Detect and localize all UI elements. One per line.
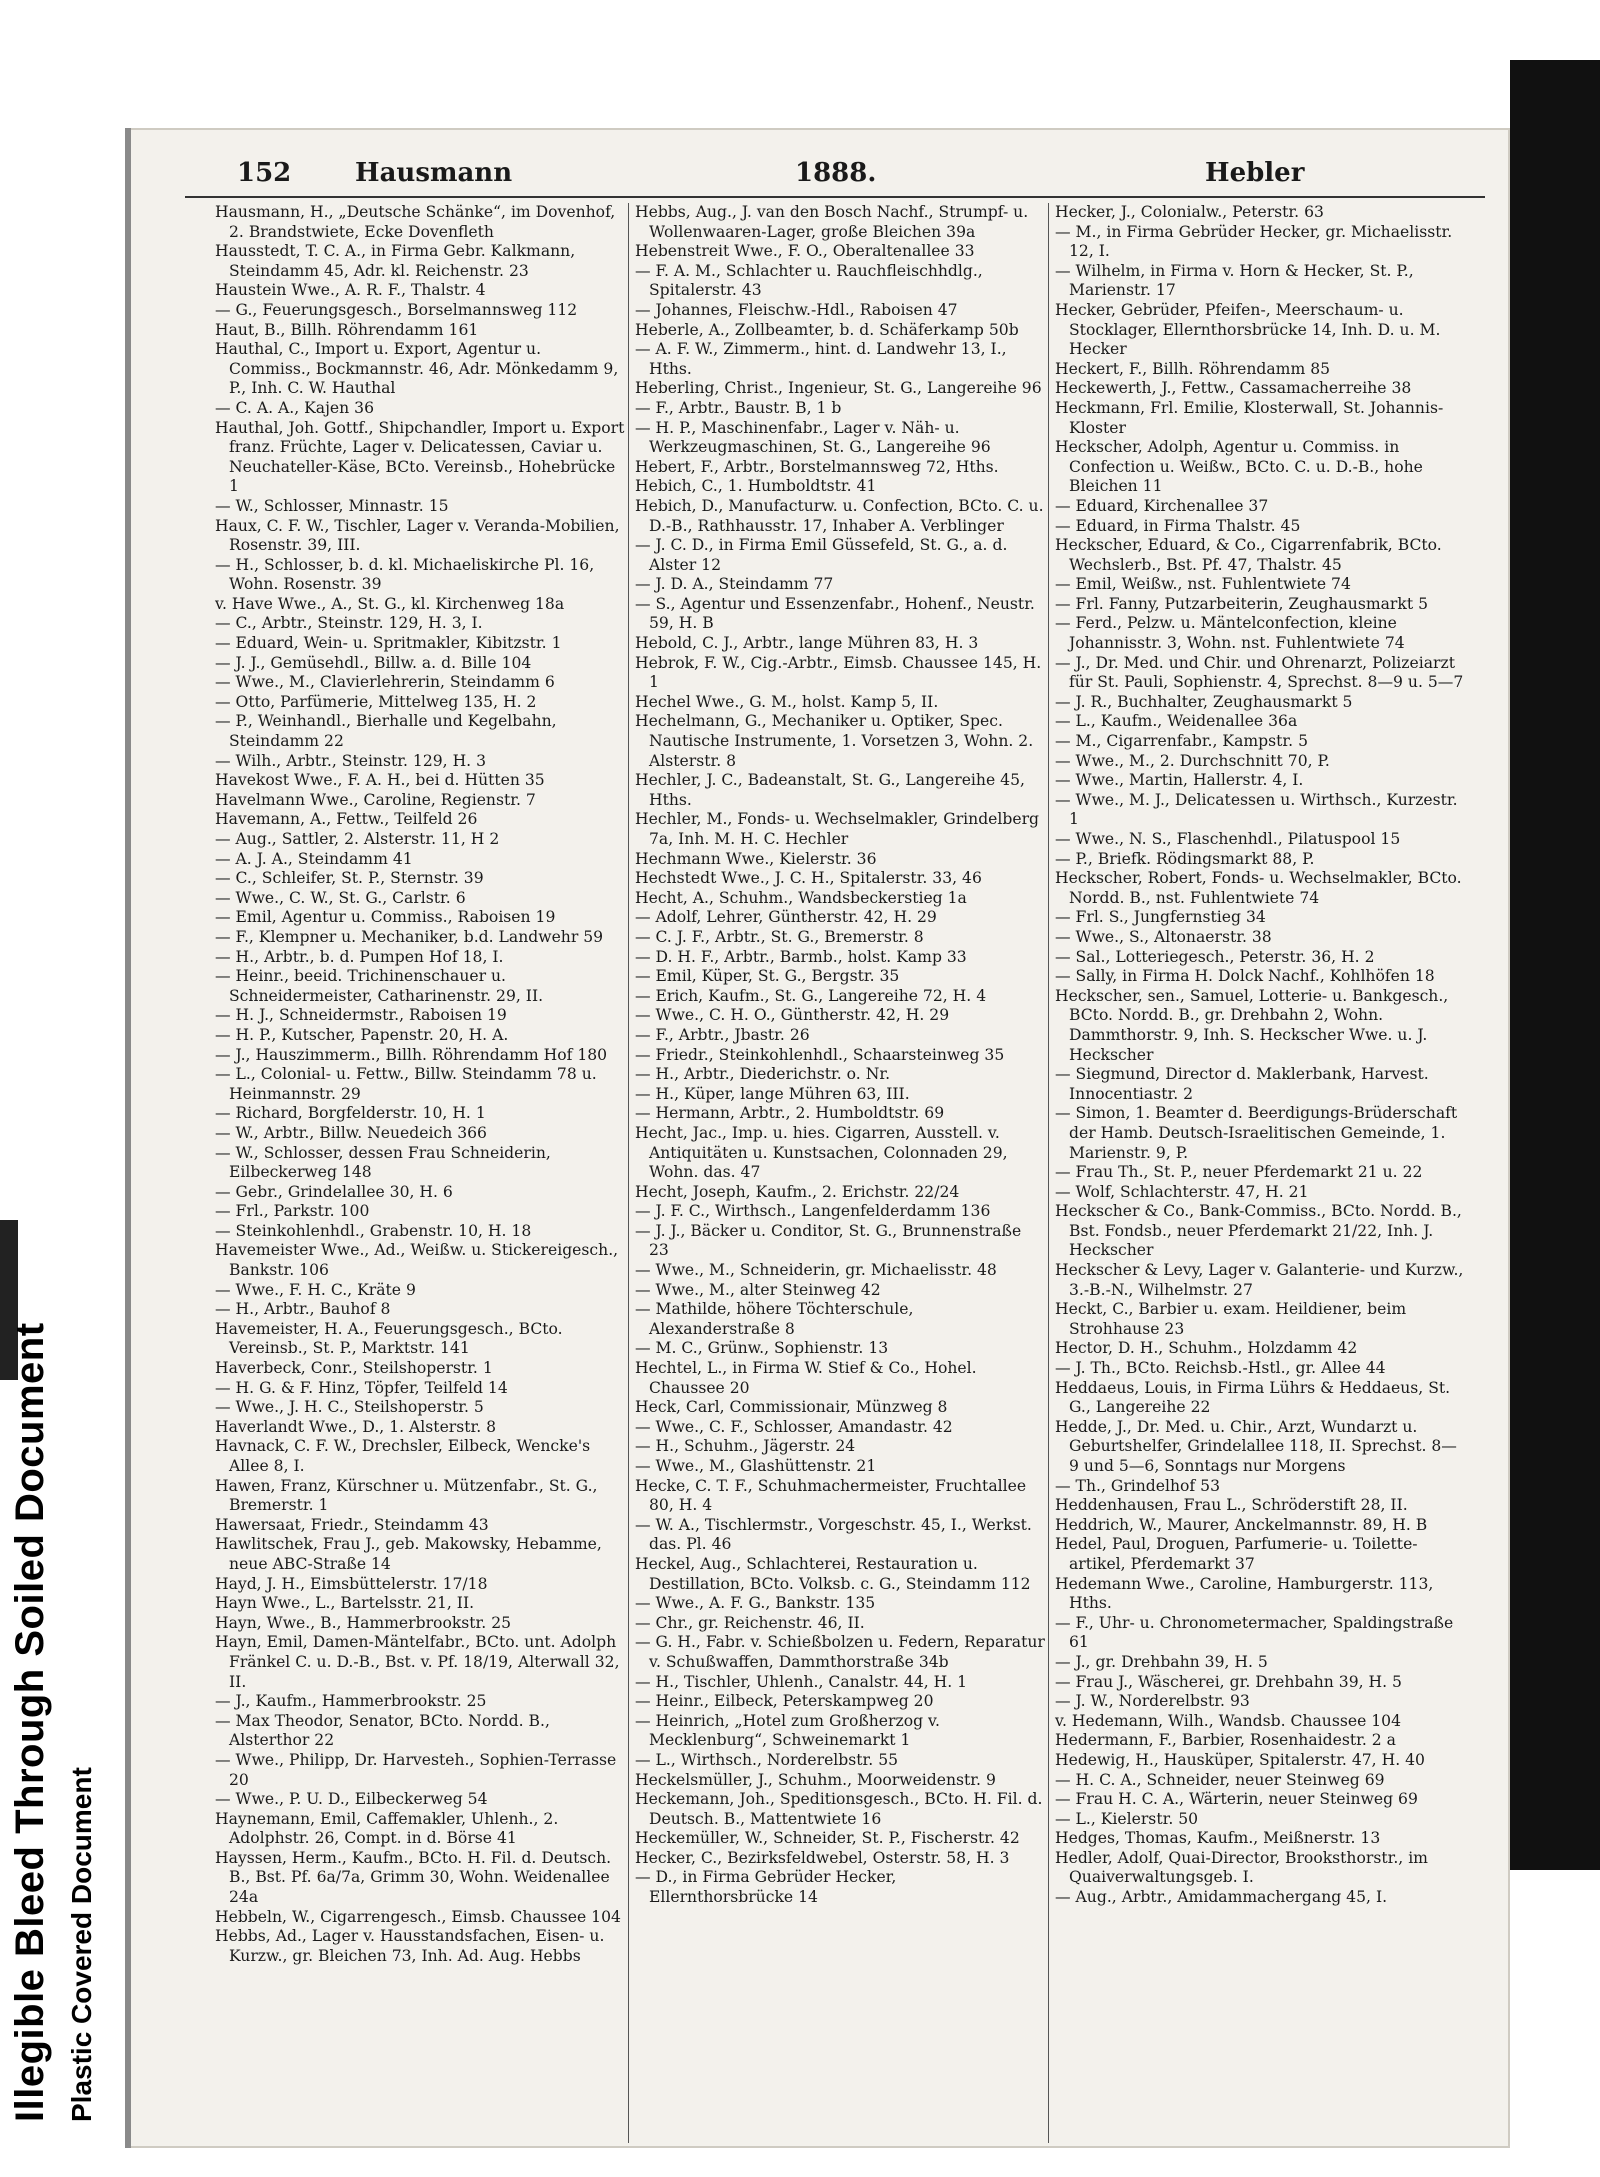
- directory-entry: — Emil, Küper, St. G., Bergstr. 35: [635, 967, 900, 986]
- directory-entry: — F., Uhr- u. Chronometermacher, Spaldingstraße 61: [1055, 1613, 1454, 1652]
- directory-entry: — Mathilde, höhere Töchterschule, Alexanderstraße 8: [635, 1300, 914, 1338]
- directory-entry: Hechmann Wwe., Kielerstr. 36: [635, 849, 877, 868]
- directory-entry: Heckewerth, J., Fettw., Cassamacherreihe 38: [1055, 379, 1412, 398]
- directory-entry: Heddenhausen, Frau L., Schröderstift 28, II.: [1055, 1496, 1408, 1515]
- directory-entry: Heckt, C., Barbier u. exam. Heildiener, beim Strohhause 23: [1055, 1300, 1407, 1338]
- directory-entry: Hechler, M., Fonds- u. Wechselmakler, Grindelberg 7a, Inh. M. H. C. Hechler: [635, 810, 1040, 848]
- directory-entry: — H. P., Maschinenfabr., Lager v. Näh- u. Werkzeugmaschinen, St. G., Langereihe 96: [635, 418, 991, 457]
- column-1: [215, 203, 625, 1966]
- running-head-right: Hebler: [1205, 158, 1305, 188]
- directory-entry: Heckemüller, W., Schneider, St. P., Fischerstr. 42: [635, 1829, 1020, 1848]
- column-3: [1055, 203, 1465, 1908]
- directory-entry: — M. C., Grünw., Sophienstr. 13: [635, 1339, 889, 1358]
- directory-entry: — J. D. A., Steindamm 77: [635, 575, 834, 594]
- directory-entry: — L., Colonial- u. Fettw., Billw. Steindamm 78 u. Heinmannstr. 29: [215, 1065, 597, 1103]
- directory-entry: Heckmann, Frl. Emilie, Klosterwall, St. Johannis-Kloster: [1055, 398, 1444, 437]
- directory-entry: — F., Arbtr., Baustr. B, 1 b: [635, 398, 842, 417]
- directory-entry: Hechstedt Wwe., J. C. H., Spitalerstr. 33, 46: [635, 869, 982, 888]
- directory-entry: — H. P., Kutscher, Papenstr. 20, H. A.: [215, 1025, 509, 1044]
- directory-page: [125, 128, 1510, 2148]
- directory-entry: Hawersaat, Friedr., Steindamm 43: [215, 1515, 489, 1534]
- directory-entry: — J. C. D., in Firma Emil Güssefeld, St. G., a. d. Alster 12: [635, 536, 1008, 574]
- directory-entry: — Eduard, Kirchenallee 37: [1055, 496, 1269, 515]
- directory-entry: Hawlitschek, Frau J., geb. Makowsky, Hebamme, neue ABC-Straße 14: [215, 1535, 602, 1573]
- directory-entry: Hawen, Franz, Kürschner u. Mützenfabr., St. G., Bremerstr. 1: [215, 1476, 598, 1515]
- directory-entry: Havekost Wwe., F. A. H., bei d. Hütten 35: [215, 771, 545, 790]
- directory-entry: Hayssen, Herm., Kaufm., BCto. H. Fil. d. Deutsch. B., Bst. Pf. 6a/7a, Grimm 30, Wohn. Weidenallee 24a: [215, 1848, 612, 1907]
- directory-entry: — F., Klempner u. Mechaniker, b.d. Landwehr 59: [215, 927, 604, 946]
- directory-entry: Heckemann, Joh., Speditionsgesch., BCto. H. Fil. d. Deutsch. B., Mattentwiete 16: [635, 1790, 1043, 1828]
- directory-entry: Hector, D. H., Schuhm., Holzdamm 42: [1055, 1339, 1358, 1358]
- directory-entry: Hayn, Emil, Damen-Mäntelfabr., BCto. unt. Adolph Fränkel C. u. D.-B., Bst. v. Pf. 18/19, Alterwall 32, II.: [215, 1633, 620, 1691]
- page-edge: [125, 128, 131, 2148]
- directory-entry: — Steinkohlenhdl., Grabenstr. 10, H. 18: [215, 1221, 532, 1240]
- stamp-line-2: Plastic Covered Document: [66, 1767, 97, 2122]
- directory-entry: — Erich, Kaufm., St. G., Langereihe 72, H. 4: [635, 986, 987, 1005]
- directory-entry: — Wwe., M., Schneiderin, gr. Michaelisstr. 48: [635, 1261, 997, 1280]
- directory-entry: — C., Schleifer, St. P., Sternstr. 39: [215, 869, 484, 888]
- directory-entry: — Frau J., Wäscherei, gr. Drehbahn 39, H. 5: [1055, 1672, 1402, 1691]
- column-rule: [1048, 203, 1049, 2143]
- directory-entry: — Wwe., C. H. O., Güntherstr. 42, H. 29: [635, 1006, 950, 1025]
- directory-entry: — G., Feuerungsgesch., Borselmannsweg 112: [215, 300, 578, 319]
- directory-entry: — A. F. W., Zimmerm., hint. d. Landwehr 13, I., Hths.: [635, 340, 1007, 378]
- directory-entry: Heddrich, W., Maurer, Anckelmannstr. 89, H. B: [1055, 1515, 1428, 1534]
- directory-entry: — Wwe., Philipp, Dr. Harvesteh., Sophien-Terrasse 20: [215, 1750, 617, 1789]
- directory-entry: Haustein Wwe., A. R. F., Thalstr. 4: [215, 281, 486, 300]
- directory-entry: Haverlandt Wwe., D., 1. Alsterstr. 8: [215, 1417, 497, 1436]
- directory-entry: Havnack, C. F. W., Drechsler, Eilbeck, Wencke's Allee 8, I.: [215, 1437, 591, 1475]
- directory-entry: — J. J., Gemüsehdl., Billw. a. d. Bille 104: [215, 653, 532, 672]
- directory-entry: — Wilh., Arbtr., Steinstr. 129, H. 3: [215, 751, 487, 770]
- directory-entry: Hauthal, C., Import u. Export, Agentur u. Commiss., Bockmannstr. 46, Adr. Mönkedamm 9, P., Inh. C. W. Hauthal: [215, 340, 619, 398]
- page-year: 1888.: [795, 158, 877, 188]
- directory-entry: — W., Schlosser, Minnastr. 15: [215, 496, 449, 515]
- directory-entry: Hausstedt, T. C. A., in Firma Gebr. Kalkmann, Steindamm 45, Adr. kl. Reichenstr. 23: [215, 242, 576, 280]
- directory-entry: — H. G. & F. Hinz, Töpfer, Teilfeld 14: [215, 1378, 508, 1397]
- directory-entry: — H., Arbtr., Diederichstr. o. Nr.: [635, 1065, 891, 1084]
- directory-entry: — H. J., Schneidermstr., Raboisen 19: [215, 1006, 507, 1025]
- directory-entry: Heckscher, sen., Samuel, Lotterie- u. Bankgesch., BCto. Nordd. B., gr. Drehbahn 2, Wohn. Dammthorstr. 9, Inh. S. Heckscher Wwe. u. J. Heckscher: [1055, 986, 1449, 1064]
- directory-entry: — W., Arbtr., Billw. Neuedeich 366: [215, 1123, 487, 1142]
- directory-entry: — J. J., Bäcker u. Conditor, St. G., Brunnenstraße 23: [635, 1221, 1022, 1260]
- directory-entry: — Wwe., M., Glashüttenstr. 21: [635, 1457, 877, 1475]
- directory-entry: — Heinr., Eilbeck, Peterskampweg 20: [635, 1692, 934, 1711]
- directory-entry: Hauthal, Joh. Gottf., Shipchandler, Import u. Export franz. Früchte, Lager v. Delicatessen, Caviar u. Neuchateller-Käse, BCto. Vereinsb., Hohebrücke 1: [215, 418, 625, 496]
- directory-entry: — Chr., gr. Reichenstr. 46, II.: [635, 1613, 865, 1632]
- directory-entry: Hecht, Joseph, Kaufm., 2. Erichstr. 22/24: [635, 1182, 960, 1201]
- directory-entry: — Otto, Parfümerie, Mittelweg 135, H. 2: [215, 692, 537, 711]
- directory-entry: — Emil, Weißw., nst. Fuhlentwiete 74: [1055, 575, 1351, 594]
- directory-entry: — D. H. F., Arbtr., Barmb., holst. Kamp 33: [635, 947, 967, 966]
- directory-entry: Heberling, Christ., Ingenieur, St. G., Langereihe 96: [635, 379, 1042, 398]
- directory-entry: — Frau H. C. A., Wärterin, neuer Steinweg 69: [1055, 1790, 1418, 1809]
- directory-entry: — Wwe., Martin, Hallerstr. 4, I.: [1055, 771, 1304, 790]
- directory-entry: — F., Arbtr., Jbastr. 26: [635, 1025, 810, 1044]
- directory-entry: Hebenstreit Wwe., F. O., Oberaltenallee 33: [635, 242, 975, 261]
- directory-entry: Hedde, J., Dr. Med. u. Chir., Arzt, Wundarzt u. Geburtshelfer, Grindelallee 118, II. Sprechst. 8—9 und 5—6, Sonntags nur Morgens: [1055, 1417, 1457, 1475]
- directory-entry: — Wwe., A. F. G., Bankstr. 135: [635, 1594, 876, 1613]
- directory-entry: Hecker, Gebrüder, Pfeifen-, Meerschaum- u. Stocklager, Ellernthorsbrücke 14, Inh. D. u. M. Hecker: [1055, 300, 1441, 359]
- directory-entry: Hebbeln, W., Cigarrengesch., Eimsb. Chaussee 104: [215, 1907, 621, 1926]
- directory-entry: Heckel, Aug., Schlachterei, Restauration u. Destillation, BCto. Volksb. c. G., Steindamm 112: [635, 1554, 1031, 1593]
- directory-entry: Haynemann, Emil, Caffemakler, Uhlenh., 2. Adolphstr. 26, Compt. in d. Börse 41: [215, 1809, 559, 1848]
- directory-entry: — Ferd., Pelzw. u. Mäntelconfection, kleine Johannisstr. 3, Wohn. nst. Fuhlentwiete 74: [1055, 614, 1405, 653]
- directory-entry: — Frl. Fanny, Putzarbeiterin, Zeughausmarkt 5: [1055, 594, 1428, 613]
- directory-entry: Hebrok, F. W., Cig.-Arbtr., Eimsb. Chaussee 145, H. 1: [635, 653, 1042, 692]
- directory-entry: Hedewig, H., Hausküper, Spitalerstr. 47, H. 40: [1055, 1750, 1425, 1769]
- directory-entry: Hechtel, L., in Firma W. Stief & Co., Hohel. Chaussee 20: [635, 1359, 977, 1397]
- directory-entry: Heckscher, Robert, Fonds- u. Wechselmakler, BCto. Nordd. B., nst. Fuhlentwiete 74: [1055, 869, 1462, 907]
- directory-entry: — Wolf, Schlachterstr. 47, H. 21: [1055, 1182, 1309, 1201]
- directory-entry: Heddaeus, Louis, in Firma Lührs & Heddaeus, St. G., Langereihe 22: [1055, 1378, 1451, 1417]
- directory-entry: Hebich, D., Manufacturw. u. Confection, BCto. C. u. D.-B., Rathhausstr. 17, Inhaber A. Verblinger: [635, 496, 1044, 535]
- directory-entry: — J. F. C., Wirthsch., Langenfelderdamm 136: [635, 1202, 991, 1221]
- directory-entry: Hedel, Paul, Droguen, Parfumerie- u. Toilette-artikel, Pferdemarkt 37: [1055, 1535, 1418, 1573]
- directory-entry: Hebbs, Aug., J. van den Bosch Nachf., Strumpf- u. Wollenwaaren-Lager, große Bleichen 39a: [635, 203, 1029, 241]
- directory-entry: Hayn Wwe., L., Bartelsstr. 21, II.: [215, 1594, 475, 1613]
- directory-entry: — Wwe., M., Clavierlehrerin, Steindamm 6: [215, 673, 555, 692]
- directory-entry: — D., in Firma Gebrüder Hecker, Ellernthorsbrücke 14: [635, 1868, 897, 1907]
- directory-entry: Heckert, F., Billh. Röhrendamm 85: [1055, 359, 1331, 378]
- directory-entry: — Sal., Lotteriegesch., Peterstr. 36, H. 2: [1055, 947, 1375, 966]
- directory-entry: Hedermann, F., Barbier, Rosenhaidestr. 2 a: [1055, 1731, 1396, 1750]
- running-head-left: Hausmann: [355, 158, 513, 188]
- directory-entry: — G. H., Fabr. v. Schießbolzen u. Federn, Reparatur v. Schußwaffen, Dammthorstraße 34b: [635, 1633, 1045, 1671]
- margin-strip: [1500, 0, 1600, 60]
- directory-entry: — Th., Grindelhof 53: [1055, 1476, 1221, 1495]
- directory-entry: — H., Schlosser, b. d. kl. Michaeliskirche Pl. 16, Wohn. Rosenstr. 39: [215, 555, 595, 594]
- directory-entry: — H., Schuhm., Jägerstr. 24: [635, 1437, 856, 1456]
- directory-entry: — Frau Th., St. P., neuer Pferdemarkt 21 u. 22: [1055, 1163, 1423, 1182]
- directory-entry: v. Have Wwe., A., St. G., kl. Kirchenweg 18a: [215, 594, 565, 613]
- directory-entry: — Heinrich, „Hotel zum Großherzog v. Mecklenburg“, Schweinemarkt 1: [635, 1711, 940, 1750]
- directory-entry: — M., Cigarrenfabr., Kampstr. 5: [1055, 732, 1308, 751]
- directory-entry: — Wwe., C. F., Schlosser, Amandastr. 42: [635, 1417, 953, 1436]
- directory-entry: Hebold, C. J., Arbtr., lange Mühren 83, H. 3: [635, 634, 979, 653]
- directory-entry: — Eduard, in Firma Thalstr. 45: [1055, 516, 1301, 535]
- directory-entry: — Simon, 1. Beamter d. Beerdigungs-Brüderschaft der Hamb. Deutsch-Israelitischen Gemeinde, 1. Marienstr. 9, P.: [1055, 1104, 1458, 1162]
- directory-entry: Hebich, C., 1. Humboldtstr. 41: [635, 477, 877, 496]
- stamp-line-1: Illegible Bleed Through Soiled Document: [8, 1322, 52, 2122]
- page-header: [125, 158, 1510, 198]
- directory-entry: Heckelsmüller, J., Schuhm., Moorweidenstr. 9: [635, 1770, 996, 1789]
- directory-entry: Hedemann Wwe., Caroline, Hamburgerstr. 113, Hths.: [1055, 1574, 1434, 1613]
- directory-entry: — L., Kaufm., Weidenallee 36a: [1055, 712, 1298, 731]
- directory-entry: — Wwe., J. H. C., Steilshoperstr. 5: [215, 1398, 484, 1417]
- directory-entry: — Wwe., M. J., Delicatessen u. Wirthsch., Kurzestr. 1: [1055, 790, 1458, 829]
- directory-entry: — Wwe., M., alter Steinweg 42: [635, 1280, 881, 1299]
- directory-entry: — Wwe., P. U. D., Eilbeckerweg 54: [215, 1790, 488, 1809]
- directory-entry: Hecht, A., Schuhm., Wandsbeckerstieg 1a: [635, 888, 967, 907]
- directory-entry: — Max Theodor, Senator, BCto. Nordd. B., Alsterthor 22: [215, 1711, 550, 1750]
- directory-entry: Hedges, Thomas, Kaufm., Meißnerstr. 13: [1055, 1829, 1381, 1848]
- directory-entry: — S., Agentur und Essenzenfabr., Hohenf., Neustr. 59, H. B: [635, 594, 1035, 633]
- directory-entry: Hechler, J. C., Badeanstalt, St. G., Langereihe 45, Hths.: [635, 771, 1025, 809]
- directory-entry: Hayd, J. H., Eimsbüttelerstr. 17/18: [215, 1574, 488, 1593]
- directory-entry: — Frl. S., Jungfernstieg 34: [1055, 908, 1266, 927]
- directory-entry: Hecke, C. T. F., Schuhmachermeister, Fruchtallee 80, H. 4: [635, 1476, 1027, 1515]
- directory-entry: Haut, B., Billh. Röhrendamm 161: [215, 320, 479, 339]
- directory-entry: — J., Hauszimmerm., Billh. Röhrendamm Hof 180: [215, 1045, 608, 1064]
- directory-entry: Hechelmann, G., Mechaniker u. Optiker, Spec. Nautische Instrumente, 1. Vorsetzen 3, Wohn. 2. Alsterstr. 8: [635, 712, 1034, 770]
- directory-entry: Heberle, A., Zollbeamter, b. d. Schäferkamp 50b: [635, 320, 1019, 339]
- directory-entry: — H. C. A., Schneider, neuer Steinweg 69: [1055, 1770, 1385, 1789]
- directory-entry: — Wwe., S., Altonaerstr. 38: [1055, 927, 1272, 946]
- directory-entry: Heckscher & Levy, Lager v. Galanterie- und Kurzw., 3.-B.-N., Wilhelmstr. 27: [1055, 1261, 1464, 1299]
- directory-entry: — H., Tischler, Uhlenh., Canalstr. 44, H. 1: [635, 1672, 968, 1691]
- directory-entry: — J. Th., BCto. Reichsb.-Hstl., gr. Allee 44: [1055, 1359, 1386, 1378]
- directory-entry: — Wwe., C. W., St. G., Carlstr. 6: [215, 888, 466, 907]
- directory-entry: — L., Wirthsch., Norderelbstr. 55: [635, 1750, 899, 1769]
- directory-entry: — Emil, Agentur u. Commiss., Raboisen 19: [215, 908, 556, 927]
- directory-entry: Hedler, Adolf, Quai-Director, Brooksthorstr., im Quaiverwaltungsgeb. I.: [1055, 1848, 1428, 1887]
- directory-entry: — Frl., Parkstr. 100: [215, 1202, 370, 1221]
- column-rule: [628, 203, 629, 2143]
- directory-entry: Hecht, Jac., Imp. u. hies. Cigarren, Ausstell. v. Antiquitäten u. Kunstsachen, Colonnaden 29, Wohn. das. 47: [635, 1123, 1008, 1182]
- directory-entry: — W. A., Tischlermstr., Vorgeschstr. 45, I., Werkst. das. Pl. 46: [635, 1515, 1032, 1554]
- directory-entry: — Wwe., F. H. C., Kräte 9: [215, 1280, 416, 1299]
- directory-entry: Heckscher, Adolph, Agentur u. Commiss. in Confection u. Weißw., BCto. C. u. D.-B., hohe Bleichen 11: [1055, 438, 1423, 496]
- directory-entry: Heck, Carl, Commissionair, Münzweg 8: [635, 1398, 948, 1417]
- directory-entry: — J. W., Norderelbstr. 93: [1055, 1692, 1250, 1711]
- directory-entry: — F. A. M., Schlachter u. Rauchfleischhdlg., Spitalerstr. 43: [635, 261, 983, 300]
- directory-entry: — Johannes, Fleischw.-Hdl., Raboisen 47: [635, 300, 958, 319]
- directory-entry: — C., Arbtr., Steinstr. 129, H. 3, I.: [215, 614, 483, 633]
- directory-entry: — W., Schlosser, dessen Frau Schneiderin, Eilbeckerweg 148: [215, 1143, 551, 1182]
- directory-entry: Haverbeck, Conr., Steilshoperstr. 1: [215, 1359, 493, 1378]
- directory-entry: — H., Arbtr., b. d. Pumpen Hof 18, I.: [215, 947, 504, 966]
- directory-entry: Hecker, C., Bezirksfeldwebel, Osterstr. 58, H. 3: [635, 1848, 1010, 1867]
- directory-entry: Havemann, A., Fettw., Teilfeld 26: [215, 810, 478, 829]
- directory-entry: v. Hedemann, Wilh., Wandsb. Chaussee 104: [1055, 1711, 1402, 1730]
- directory-entry: Hebert, F., Arbtr., Borstelmannsweg 72, Hths.: [635, 457, 999, 476]
- directory-entry: — J., Dr. Med. und Chir. und Ohrenarzt, Polizeiarzt für St. Pauli, Sophienstr. 4, Sprechst. 8—9 u. 5—7: [1055, 653, 1464, 692]
- directory-entry: Hecker, J., Colonialw., Peterstr. 63: [1055, 203, 1324, 221]
- directory-entry: — Aug., Arbtr., Amidammachergang 45, I.: [1055, 1888, 1388, 1907]
- directory-entry: — Wilhelm, in Firma v. Horn & Hecker, St. P., Marienstr. 17: [1055, 261, 1414, 300]
- directory-entry: — Heinr., beeid. Trichinenschauer u. Schneidermeister, Catharinenstr. 29, II.: [215, 967, 544, 1005]
- directory-entry: — J., gr. Drehbahn 39, H. 5: [1055, 1652, 1268, 1671]
- directory-entry: — Friedr., Steinkohlenhdl., Schaarsteinweg 35: [635, 1045, 1005, 1064]
- directory-entry: — Wwe., M., 2. Durchschnitt 70, P.: [1055, 751, 1330, 770]
- directory-entry: — Gebr., Grindelallee 30, H. 6: [215, 1182, 453, 1201]
- directory-entry: Havemeister Wwe., Ad., Weißw. u. Stickereigesch., Bankstr. 106: [215, 1241, 619, 1280]
- directory-entry: — Richard, Borgfelderstr. 10, H. 1: [215, 1104, 486, 1123]
- directory-entry: — A. J. A., Steindamm 41: [215, 849, 413, 868]
- directory-entry: — M., in Firma Gebrüder Hecker, gr. Michaelisstr. 12, I.: [1055, 222, 1453, 261]
- scan-edge-bar: [1510, 60, 1600, 1870]
- directory-entry: Heckscher & Co., Bank-Commiss., BCto. Nordd. B., Bst. Fondsb., neuer Pferdemarkt 21/22, Inh. J. Heckscher: [1055, 1202, 1462, 1260]
- directory-entry: Hebbs, Ad., Lager v. Hausstandsfachen, Eisen- u. Kurzw., gr. Bleichen 73, Inh. Ad. Aug. Hebbs: [215, 1927, 605, 1965]
- directory-entry: — Hermann, Arbtr., 2. Humboldtstr. 69: [635, 1104, 945, 1123]
- directory-entry: Havemeister, H. A., Feuerungsgesch., BCto. Vereinsb., St. P., Marktstr. 141: [215, 1319, 563, 1358]
- directory-entry: — L., Kielerstr. 50: [1055, 1809, 1199, 1828]
- directory-entry: — Adolf, Lehrer, Güntherstr. 42, H. 29: [635, 908, 937, 927]
- directory-entry: Havelmann Wwe., Caroline, Regienstr. 7: [215, 790, 536, 809]
- directory-entry: — H., Küper, lange Mühren 63, III.: [635, 1084, 910, 1103]
- directory-entry: — J. R., Buchhalter, Zeughausmarkt 5: [1055, 692, 1353, 711]
- directory-entry: Heckscher, Eduard, & Co., Cigarrenfabrik, BCto. Wechslerb., Bst. Pf. 47, Thalstr. 45: [1055, 536, 1442, 574]
- directory-entry: — P., Briefk. Rödingsmarkt 88, P.: [1055, 849, 1315, 868]
- directory-entry: Hayn, Wwe., B., Hammerbrookstr. 25: [215, 1613, 512, 1632]
- directory-entry: — P., Weinhandl., Bierhalle und Kegelbahn, Steindamm 22: [215, 712, 557, 751]
- directory-entry: — Wwe., N. S., Flaschenhdl., Pilatuspool 15: [1055, 830, 1401, 848]
- directory-entry: — Eduard, Wein- u. Spritmakler, Kibitzstr. 1: [215, 634, 562, 653]
- directory-entry: Hechel Wwe., G. M., holst. Kamp 5, II.: [635, 692, 939, 711]
- directory-entry: Haux, C. F. W., Tischler, Lager v. Veranda-Mobilien, Rosenstr. 39, III.: [215, 516, 620, 555]
- directory-entry: — Sally, in Firma H. Dolck Nachf., Kohlhöfen 18: [1055, 967, 1435, 986]
- directory-entry: — C. A. A., Kajen 36: [215, 398, 374, 417]
- column-2: [635, 203, 1045, 1908]
- page-number: 152: [237, 158, 292, 188]
- header-rule: [185, 196, 1485, 198]
- directory-entry: — J., Kaufm., Hammerbrookstr. 25: [215, 1692, 487, 1711]
- condition-stamp: [0, 0, 125, 2177]
- directory-entry: — Siegmund, Director d. Maklerbank, Harvest. Innocentiastr. 2: [1055, 1065, 1429, 1103]
- directory-entry: Hausmann, H., „Deutsche Schänke“, im Dovenhof, 2. Brandstwiete, Ecke Dovenfleth: [215, 203, 616, 241]
- directory-entry: — Aug., Sattler, 2. Alsterstr. 11, H 2: [215, 830, 500, 848]
- directory-entry: — H., Arbtr., Bauhof 8: [215, 1300, 391, 1319]
- stamp-text: [8, 122, 118, 2122]
- directory-entry: — C. J. F., Arbtr., St. G., Bremerstr. 8: [635, 927, 924, 946]
